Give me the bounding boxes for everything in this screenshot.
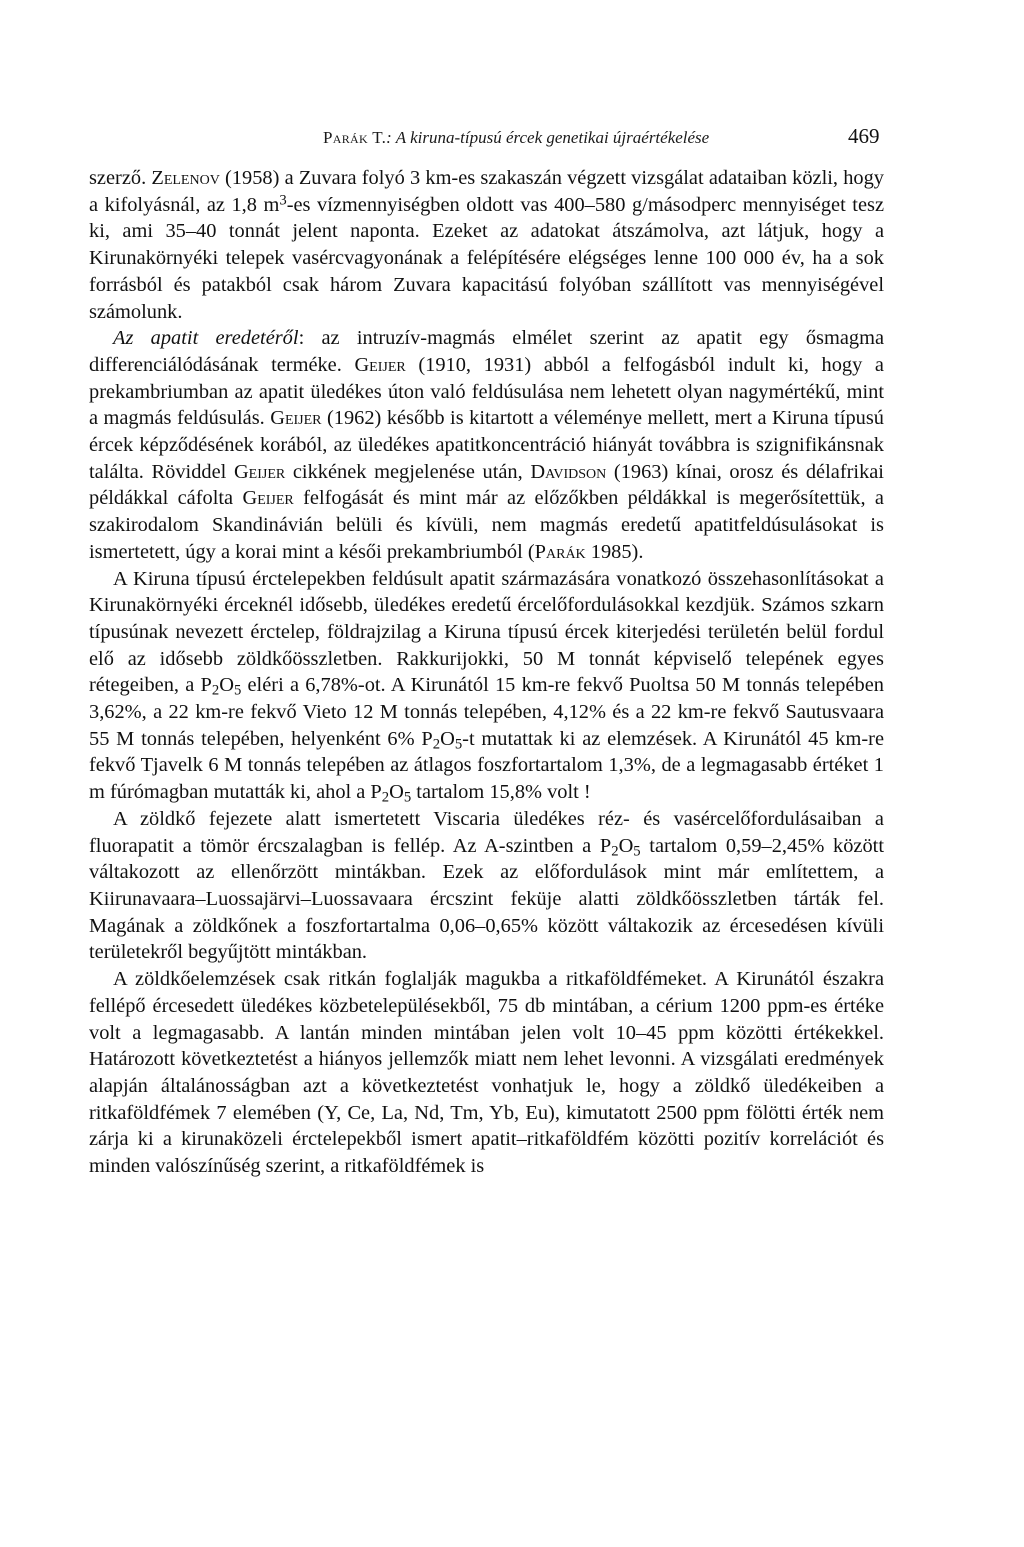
text-run: : az intruzív-magmás elmélet szerint az apatit egy ősmagma differenciálódásának terméke. xyxy=(89,327,884,376)
text-run: tartalom 15,8% volt ! xyxy=(411,781,591,804)
text-run: O xyxy=(618,834,634,857)
text-run: (1910, 1931) abból a felfogásból indult ki, hogy a prekambriumban az apatit üledékes úton való feldúsulása nem lehetett olyan nagymértékű, mint a magmás feldúsulás. xyxy=(89,353,884,430)
author-citation: Geijer xyxy=(270,407,322,430)
subscript: 5 xyxy=(633,843,641,860)
subscript: 2 xyxy=(432,736,441,753)
paragraph-1 xyxy=(89,165,884,325)
text-run: O xyxy=(389,781,404,804)
paragraph-2 xyxy=(89,325,884,565)
text-run: A Kiruna típusú érctelepekben feldúsult apatit származására vonatkozó összehasonlításokat a Kirunakörnyéki érceknél idősebb, üledékes eredetű ércelőfordulásokkal kezdjük. Számos szkarn típusúnak nevezett érctelep, földrajzilag a Kiruna típusú ércek kiterjedési területén belül fordul elő az idősebb zöldkőösszletben. Rakkurijokki, 50 M tonnát képviselő telepének egyes rétegeiben, a P xyxy=(89,567,884,697)
paragraph-4 xyxy=(89,806,884,966)
text-run: A zöldkő fejezete alatt ismertetett Viscaria üledékes réz- és vasércelőfordulásaiban a fluorapatit a tömör ércszalagban is fellép. Az A-szintben a P xyxy=(89,807,884,857)
subscript: 5 xyxy=(233,683,242,700)
author-citation: Davidson xyxy=(530,460,607,483)
text-run: (1962) később is kitartott a véleménye mellett, mert a Kiruna típusú ércek képződésének korából, az üledékes apatitkoncentráció hiányát továbbra is szignifikánsnak találta. Röviddel xyxy=(89,407,884,483)
text-run: (1963) kínai, orosz és délafrikai példákkal cáfolta xyxy=(89,460,884,510)
subscript: 2 xyxy=(381,789,390,806)
subscript: 2 xyxy=(611,843,619,860)
paragraph-3 xyxy=(89,566,884,806)
body-text xyxy=(89,165,884,1180)
page-number: 469 xyxy=(848,124,880,148)
text-run: -es vízmennyiségben oldott vas 400–580 g/másodperc mennyiséget tesz ki, ami 35–40 tonnát jelent naponta. Ezeket az adatokat átszámolva, azt látjuk, hogy a Kirunakörnyéki telepek vasércvagyonának a felépítésére elégséges lenne 100 000 év, ha a sok forrásból és patakból csak három Zuvara kapacitású folyóban szállított vas mennyiségével számolunk. xyxy=(89,193,885,323)
subscript: 5 xyxy=(454,736,463,753)
subscript: 2 xyxy=(211,683,220,700)
header-author: Parák T. xyxy=(323,128,387,147)
text-run: felfogását és mint már az előzőkben példákkal is megerősítettük, a szakirodalom Skandinávián belüli és kívüli, nem magmás eredetű apatitfeldúsulásokat is ismertetett, úgy a korai mint a késői prekambriumból ( xyxy=(89,487,884,563)
text-run: szerző. xyxy=(89,167,147,189)
text-run: -t mutattak ki az elemzések. A Kirunától 45 km-re fekvő Tjavelk 6 M tonnás telepében az átlagos foszfortartalom 1,3%, de a legmagasabb értéket 1 m fúrómagban mutatták ki, ahol a P xyxy=(89,727,884,804)
author-citation: Parák xyxy=(534,540,586,563)
text-run: O xyxy=(440,727,455,750)
superscript: 3 xyxy=(279,192,287,209)
running-header xyxy=(323,128,913,148)
text-run: O xyxy=(219,674,234,697)
author-citation: Geijer xyxy=(354,353,406,376)
section-lead: Az apatit eredetéről xyxy=(113,327,299,350)
text-run: cikkének megjelenése után, xyxy=(285,460,531,483)
text-run: (1958) a Zuvara folyó 3 km-es szakaszán végzett vizsgálat adataiban közli, hogy a kifolyásnál, az 1,8 m xyxy=(89,167,884,216)
paragraph-5 xyxy=(89,966,884,1180)
header-title: : A kiruna-típusú ércek genetikai újraértékelése xyxy=(386,128,710,147)
text-run: 1985). xyxy=(585,540,644,563)
subscript: 5 xyxy=(403,789,412,806)
author-citation: Geijer xyxy=(233,460,286,483)
author-citation: Geijer xyxy=(242,487,294,510)
text-run: eléri a 6,78%-ot. A Kirunától 15 km-re fekvő Puoltsa 50 M tonnás telepében 3,62%, a 22 km-re fekvő Vieto 12 M tonnás telepében, 4,12% és a 22 km-re fekvő Sautusvaara 55 M tonnás telepében, helyenként 6% P xyxy=(89,674,884,750)
text-run: tartalom 0,59–2,45% között váltakozott az ellenőrzött mintákban. Ezek az előfordulások mint már említettem, a Kiirunavaara–Luossajärvi–Luossavaara ércszint feküje alatti zöldkőösszletben tárták fel. Magának a zöldkőnek a foszfortartalma 0,06–0,65% között váltakozik az ércesedésen kívüli területekről begyűjtött mintákban. xyxy=(89,834,885,964)
text-run: A zöldkőelemzések csak ritkán foglalják magukba a ritkaföldfémeket. A Kirunától északra fellépő ércesedett üledékes közbetelepülésekből, 75 db mintában, a cérium 1200 ppm-es értéke volt a legmagasabb. A lantán minden mintában jelen volt 10–45 ppm közötti értékekkel. Határozott következtetést a hiányos jellemzők miatt nem lehet levonni. A vizsgálati eredmények alapján általánosságban azt a következtetést vonhatjuk le, hogy a zöldkő üledékeiben a ritkaföldfémek 7 elemében (Y, Ce, La, Nd, Tm, Yb, Eu), kimutatott 2500 ppm fölötti érték nem zárja ki a kirunaközeli érctelepekből ismert apatit–ritkaföldfém közötti pozitív korrelációt és minden valószínűség szerint, a ritkaföldfémek is xyxy=(89,968,884,1178)
author-citation: Zelenov xyxy=(151,167,220,189)
